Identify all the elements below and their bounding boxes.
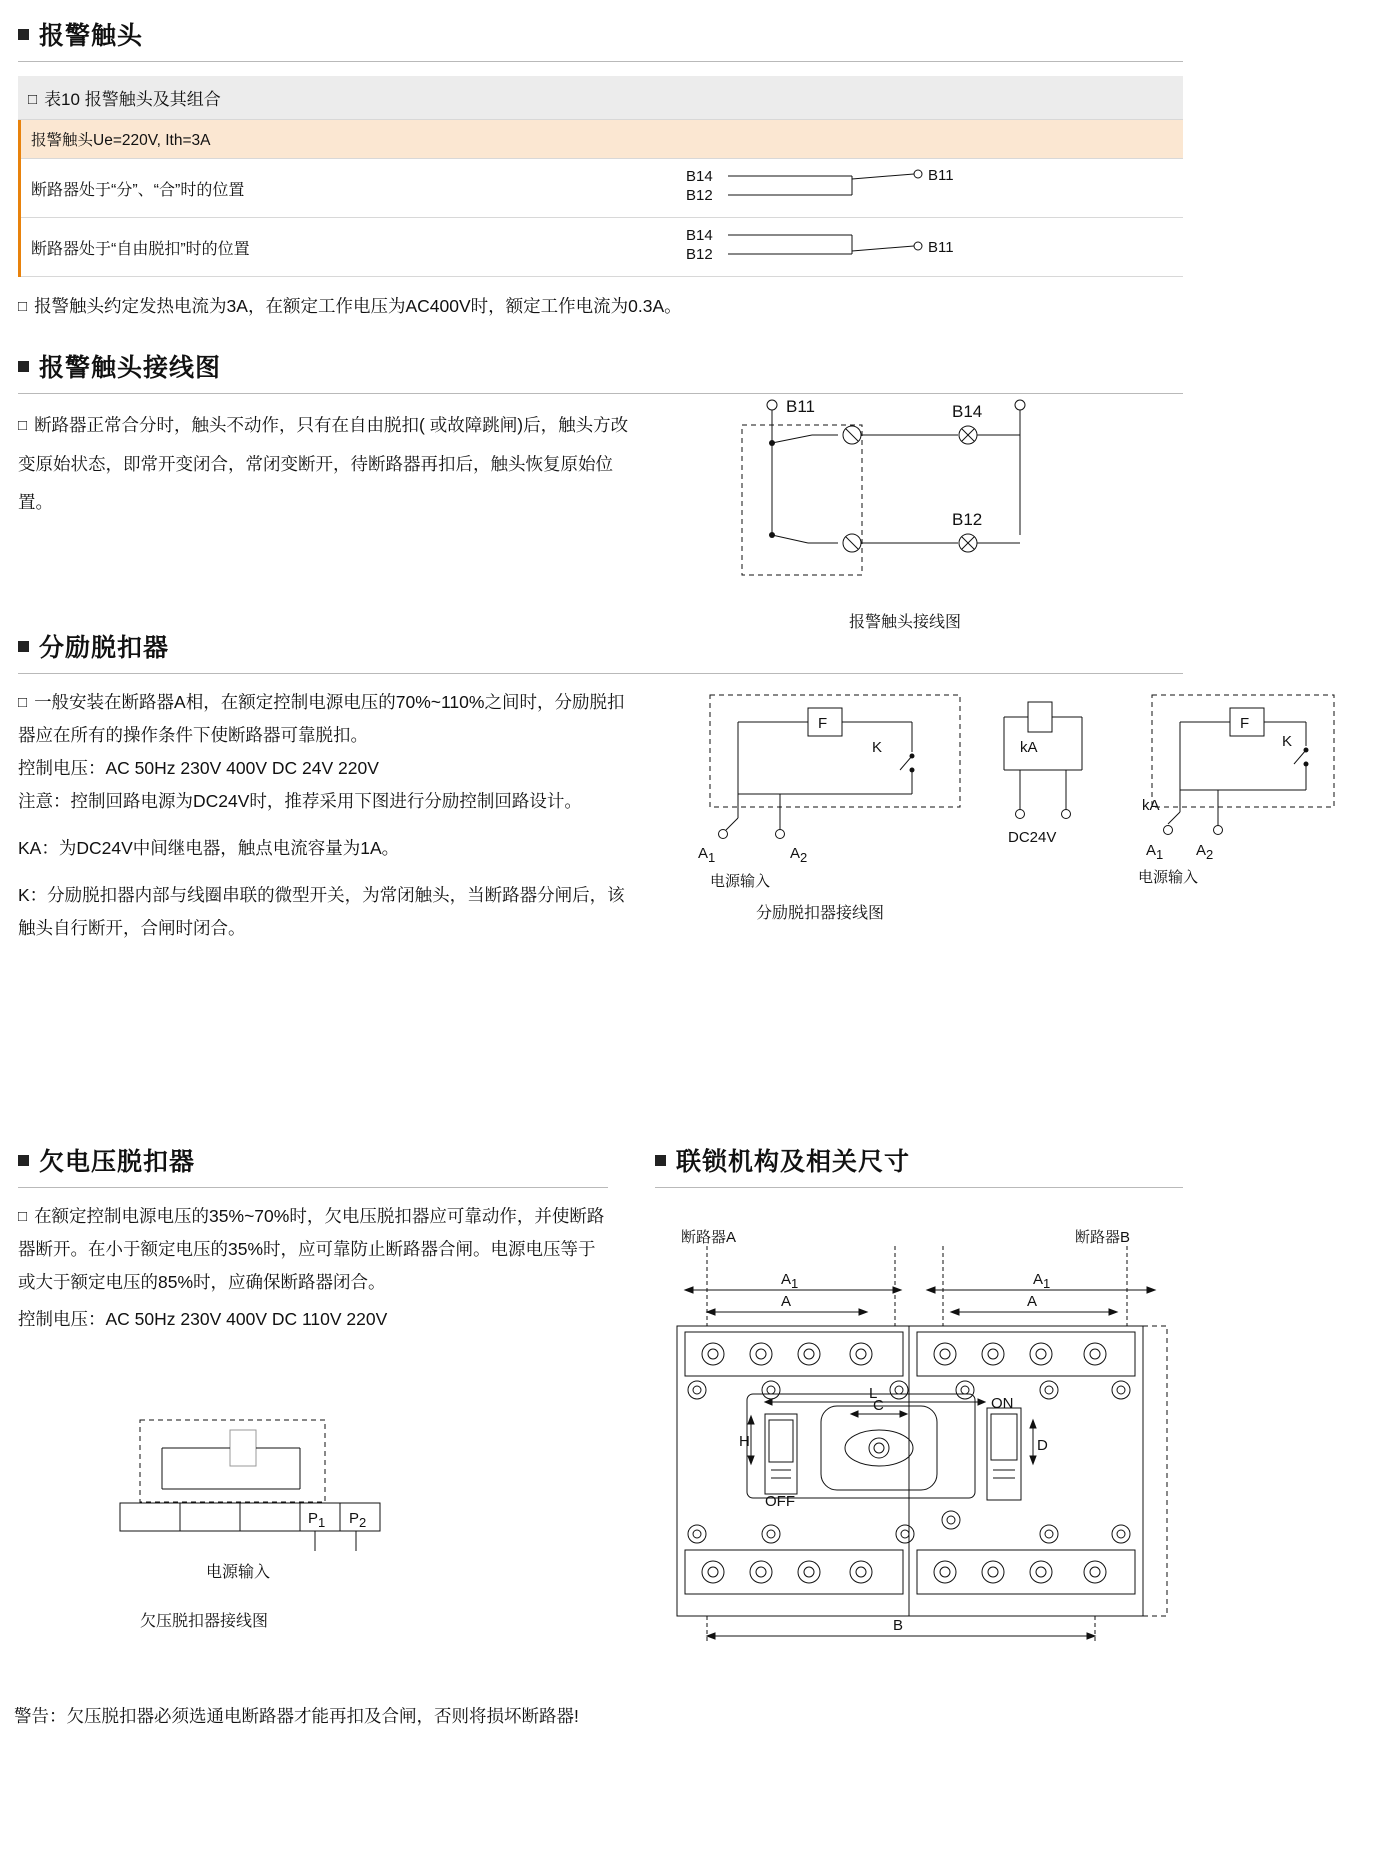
interlock-mechanical-drawing [655, 1228, 1183, 1658]
table10-wrapper [18, 76, 1183, 277]
square-marker-icon: □ [18, 298, 28, 315]
shunt-paragraph-2: 控制电压：AC 50Hz 230V 400V DC 24V 220V [18, 758, 379, 778]
terminal-label-p2: P2 [349, 1510, 367, 1530]
shunt-release-text [18, 686, 638, 945]
heading-text: 报警触头 [39, 22, 144, 50]
table-row [20, 159, 1184, 218]
terminal-label-b11: B11 [928, 167, 954, 184]
shunt-release-diagram [690, 690, 1350, 923]
dim-label-a1-right: A1 [1033, 1271, 1051, 1291]
alarm-wiring-paragraph: □ 断路器正常合分时，触头不动作，只有在自由脱扣( 或故障跳闸)后，触头方改变原始状态，即常开变闭合，常闭变断开，待断路器再扣后，触头恢复原始位置。 [18, 415, 629, 512]
section-heading-undervoltage [18, 1142, 608, 1178]
dim-label-b: B [893, 1617, 904, 1634]
dim-label-a-right: A [1027, 1293, 1038, 1310]
table10 [18, 120, 1183, 277]
shunt-release-caption: 分励脱扣器接线图 [755, 905, 884, 922]
terminal-label-a1-right: A1 [1146, 842, 1164, 862]
alarm-wiring-schematic [690, 395, 1120, 595]
contact-diagram-tripped [386, 226, 1206, 268]
divider [18, 673, 1183, 674]
section-shunt-release [18, 628, 1183, 674]
section-alarm-contact [18, 16, 1183, 323]
terminal-label-p1: P1 [308, 1510, 326, 1530]
shunt-paragraph-4: KA：为DC24V中间继电器，触点电流容量为1A。 [18, 838, 400, 858]
dim-label-h: H [739, 1433, 750, 1450]
terminal-label-b12: B12 [686, 246, 713, 263]
table-cell-diagram [376, 218, 1183, 277]
terminal-label-a2-right: A2 [1196, 842, 1214, 862]
heading-text: 联锁机构及相关尺寸 [676, 1148, 911, 1176]
alarm-wiring-diagram [690, 395, 1120, 632]
table-cell-label: 报警触头Ue=220V, Ith=3A [20, 120, 377, 159]
dim-label-l: L [869, 1385, 878, 1402]
undervoltage-warning: 警告：欠压脱扣器必须选通电断路器才能再扣及合闸，否则将损坏断路器! [14, 1706, 579, 1726]
table-cell-label: 断路器处于“自由脱扣”时的位置 [20, 218, 377, 277]
terminal-label-b11: B11 [928, 239, 954, 256]
section-interlock [655, 1142, 1183, 1188]
undervoltage-paragraph-2: 控制电压：AC 50Hz 230V 400V DC 110V 220V [18, 1309, 388, 1329]
divider [18, 1187, 608, 1188]
terminal-label-b11: B11 [786, 397, 815, 416]
divider [18, 393, 1183, 394]
square-bullet-icon [18, 641, 29, 652]
contact-label-ka: kA [1142, 797, 1160, 814]
terminal-label-b14: B14 [952, 402, 983, 421]
label-breaker-a: 断路器A [681, 1229, 737, 1246]
terminal-label-b12: B12 [952, 510, 983, 529]
square-marker-icon: □ [18, 417, 28, 434]
table-cell-diagram [376, 120, 1183, 159]
power-input-label: 电源输入 [710, 873, 771, 890]
table-row [20, 218, 1184, 277]
shunt-release-schematic [690, 690, 1350, 890]
undervoltage-caption: 欠压脱扣器接线图 [139, 1613, 268, 1630]
label-breaker-b: 断路器B [1075, 1229, 1131, 1246]
dim-label-a1-left: A1 [781, 1271, 799, 1291]
supply-label-dc24v: DC24V [1008, 829, 1057, 846]
alarm-contact-note: □ 报警触头约定发热电流为3A，在额定工作电压为AC400V时，额定工作电流为0.3A。 [18, 296, 682, 316]
dim-label-d: D [1037, 1437, 1048, 1454]
table-cell-diagram [376, 159, 1183, 218]
shunt-paragraph-1: □ 一般安装在断路器A相，在额定控制电源电压的70%~110%之间时，分励脱扣器应在所有的操作条件下使断路器可靠脱扣。 [18, 692, 625, 745]
square-bullet-icon [655, 1155, 666, 1166]
coil-label-f: F [818, 715, 828, 732]
relay-label-ka: kA [1020, 739, 1038, 756]
power-input-label-2: 电源输入 [1138, 869, 1199, 886]
heading-text: 欠电压脱扣器 [39, 1148, 196, 1176]
square-marker-icon: □ [18, 694, 28, 711]
alarm-wiring-caption: 报警触头接线图 [848, 614, 961, 631]
dim-label-c: C [873, 1397, 884, 1414]
table-row [20, 120, 1184, 159]
divider [18, 61, 1183, 62]
table-cell-label: 断路器处于“分”、“合”时的位置 [20, 159, 377, 218]
section-heading-interlock [655, 1142, 1183, 1178]
square-bullet-icon [18, 1155, 29, 1166]
divider [655, 1187, 1183, 1188]
square-marker-icon: □ [28, 91, 38, 108]
undervoltage-diagram [100, 1415, 440, 1631]
table10-title: □ 表10 报警触头及其组合 [18, 76, 1183, 120]
terminal-label-a2: A2 [790, 845, 808, 865]
undervoltage-schematic [100, 1415, 440, 1555]
label-on: ON [991, 1395, 1014, 1412]
terminal-label-a1: A1 [698, 845, 716, 865]
section-undervoltage [18, 1142, 608, 1188]
section-heading-alarm-wiring [18, 348, 1183, 384]
heading-text: 报警触头接线图 [39, 354, 222, 382]
shunt-paragraph-5: K：分励脱扣器内部与线圈串联的微型开关，为常闭触头，当断路器分闸后，该触头自行断开，合闸时闭合。 [18, 885, 625, 938]
label-off: OFF [765, 1493, 795, 1510]
contact-diagram-closed [386, 167, 1206, 209]
coil-label-f2: F [1240, 715, 1250, 732]
square-bullet-icon [18, 29, 29, 40]
switch-label-k: K [872, 739, 883, 756]
undervoltage-paragraph-1: □ 在额定控制电源电压的35%~70%时，欠电压脱扣器应可靠动作，并使断路器断开。在小于额定电压的35%时，应可靠防止断路器合闸。电源电压等于或大于额定电压的85%时，应确保断路器闭合。 [18, 1206, 605, 1292]
square-marker-icon: □ [18, 1208, 28, 1225]
square-bullet-icon [18, 361, 29, 372]
dim-label-a-left: A [781, 1293, 792, 1310]
terminal-label-b14: B14 [686, 227, 713, 244]
section-heading-shunt-release [18, 628, 1183, 664]
section-heading-alarm-contact [18, 16, 1183, 52]
terminal-label-b14: B14 [686, 168, 713, 185]
undervoltage-text [18, 1200, 613, 1336]
switch-label-k2: K [1282, 733, 1293, 750]
shunt-paragraph-3: 注意：控制回路电源为DC24V时，推荐采用下图进行分励控制回路设计。 [18, 791, 582, 811]
section-alarm-wiring [18, 348, 1183, 394]
power-input-label-uv: 电源输入 [205, 1564, 270, 1581]
heading-text: 分励脱扣器 [39, 634, 170, 662]
terminal-label-b12: B12 [686, 187, 713, 204]
interlock-drawing [655, 1228, 1183, 1658]
